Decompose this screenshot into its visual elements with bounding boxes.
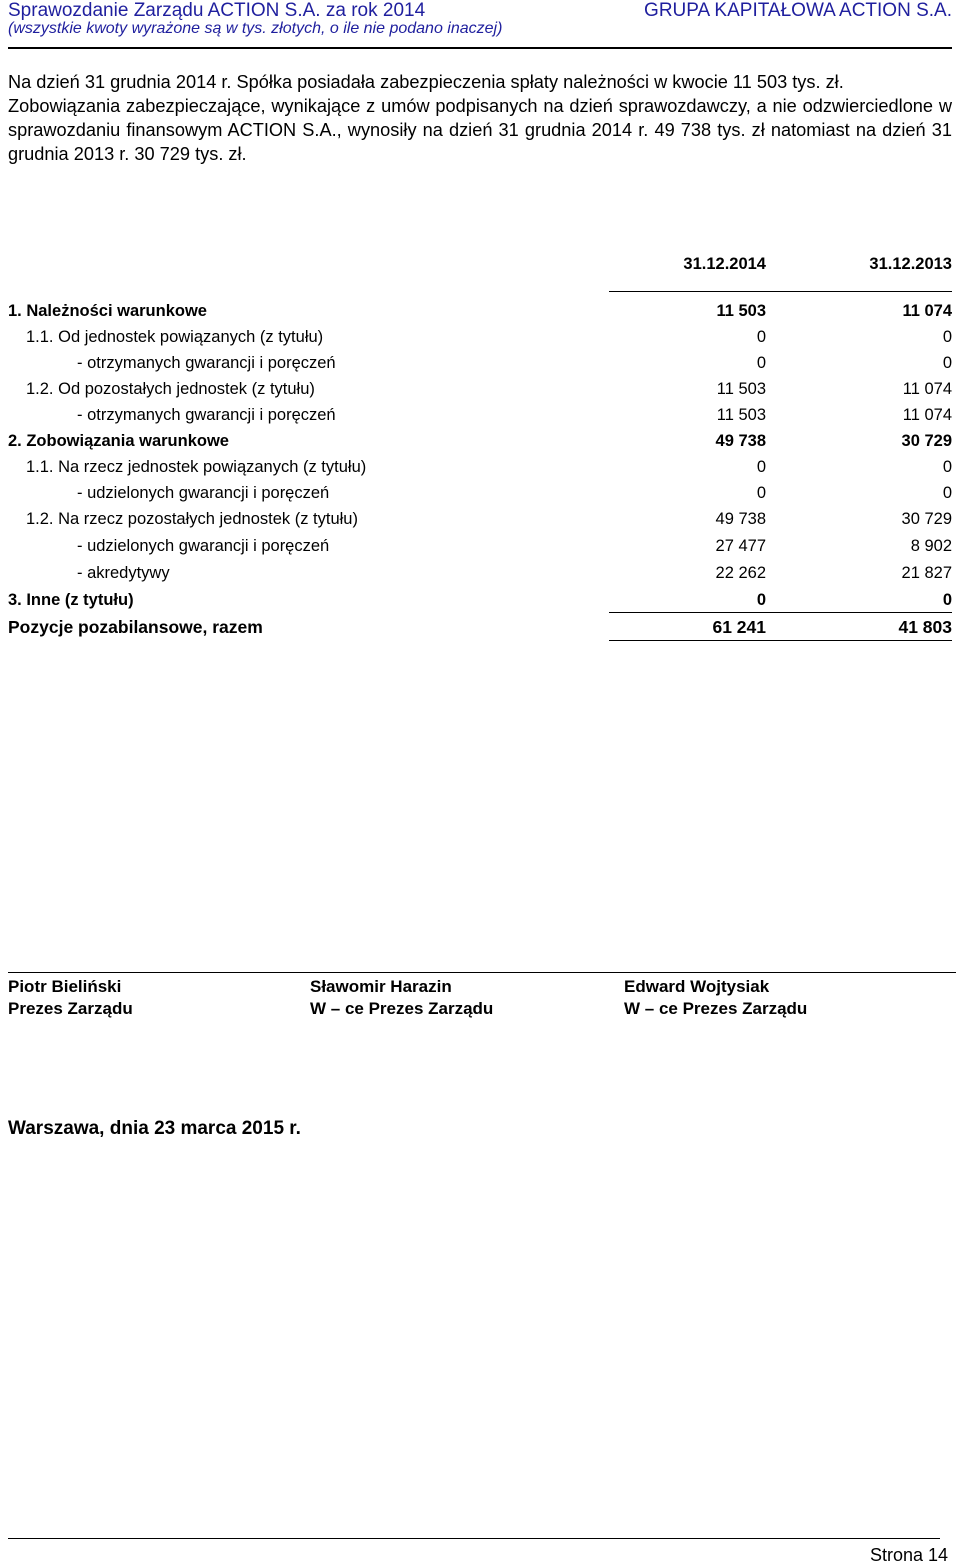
header-divider [8, 47, 952, 49]
value-2014: 0 [756, 458, 766, 476]
row-label: Pozycje pozabilansowe, razem [8, 617, 263, 637]
value-2013: 11 074 [902, 302, 952, 320]
table-row [8, 591, 952, 617]
table-row [8, 302, 952, 328]
value-2014: 0 [756, 484, 766, 502]
currency-note: (wszystkie kwoty wyrażone są w tys. złotych, o ile nie podano inaczej) [8, 20, 503, 37]
signatory-name: Edward Wojtysiak [624, 977, 770, 996]
row-label: - otrzymanych gwarancji i poręczeń [77, 406, 336, 424]
row-label: 1.2. Od pozostałych jednostek (z tytułu) [26, 380, 315, 398]
table-row [8, 537, 952, 563]
value-2013: 30 729 [901, 510, 952, 528]
value-2014: 11 503 [716, 380, 766, 398]
header-rule [609, 291, 952, 292]
intro-paragraph-1: Na dzień 31 grudnia 2014 r. Spółka posiadała zabezpieczenia spłaty należności w kwocie 11 503 tys. zł. [8, 72, 844, 92]
value-2013: 30 729 [901, 432, 952, 450]
row-label: - udzielonych gwarancji i poręczeń [77, 537, 330, 555]
table-row [8, 510, 952, 536]
table-row [8, 432, 952, 458]
value-2013: 8 902 [910, 537, 952, 555]
value-2013: 11 074 [902, 406, 952, 424]
value-2014: 0 [756, 354, 766, 372]
total-top-rule [609, 612, 952, 613]
column-header-2013: 31.12.2013 [869, 255, 952, 273]
row-label: - akredytywy [77, 564, 170, 582]
value-2014: 11 503 [716, 302, 766, 320]
value-2014: 0 [756, 591, 766, 609]
value-2014: 0 [756, 328, 766, 346]
group-title: GRUPA KAPITAŁOWA ACTION S.A. [644, 0, 952, 21]
value-2013: 0 [942, 328, 952, 346]
value-2014: 49 738 [715, 510, 766, 528]
row-label: - udzielonych gwarancji i poręczeń [77, 484, 330, 502]
row-label: - otrzymanych gwarancji i poręczeń [77, 354, 336, 372]
table-row [8, 458, 952, 484]
intro-text [8, 70, 952, 166]
intro-paragraph-2: Zobowiązania zabezpieczające, wynikające z umów podpisanych na dzień sprawozdawczy, a nie odzwierciedlone w sprawozdaniu finansowym ACTION S.A., wynosiły na dzień 31 grudnia 2014 r. 49 738 tys. zł natomiast na dzień 31 grudnia 2013 r. 30 729 tys. zł. [8, 96, 952, 164]
row-label: 1. Należności warunkowe [8, 302, 207, 320]
value-2014: 22 262 [715, 564, 766, 582]
signatory-role: W – ce Prezes Zarządu [310, 999, 494, 1018]
page-number: Strona 14 [869, 1545, 948, 1565]
table-row [8, 406, 952, 432]
signatory-name: Sławomir Harazin [310, 977, 452, 996]
value-2013: 0 [942, 591, 952, 609]
row-label: 2. Zobowiązania warunkowe [8, 432, 229, 450]
signature-block [8, 976, 133, 1020]
table-row [8, 564, 952, 590]
footer-divider [8, 1538, 940, 1539]
table-row [8, 484, 952, 510]
value-2014: 49 738 [715, 432, 766, 450]
place-and-date: Warszawa, dnia 23 marca 2015 r. [8, 1118, 301, 1139]
table-row [8, 380, 952, 406]
table-row [8, 354, 952, 380]
column-header-2014: 31.12.2014 [683, 255, 766, 273]
value-2013: 11 074 [902, 380, 952, 398]
signature-block [624, 976, 807, 1020]
row-label: 1.2. Na rzecz pozostałych jednostek (z tytułu) [26, 510, 358, 528]
value-2014: 61 241 [712, 617, 766, 637]
signature-block [310, 976, 493, 1020]
value-2014: 11 503 [716, 406, 766, 424]
signatory-role: Prezes Zarządu [8, 999, 133, 1018]
value-2014: 27 477 [715, 537, 766, 555]
total-bottom-rule [609, 640, 952, 641]
report-title: Sprawozdanie Zarządu ACTION S.A. za rok 2014 [8, 0, 426, 21]
table-row [8, 328, 952, 354]
value-2013: 0 [942, 458, 952, 476]
value-2013: 0 [942, 484, 952, 502]
row-label: 1.1. Na rzecz jednostek powiązanych (z tytułu) [26, 458, 367, 476]
row-label: 3. Inne (z tytułu) [8, 591, 134, 609]
row-label: 1.1. Od jednostek powiązanych (z tytułu) [26, 328, 324, 346]
signatory-name: Piotr Bieliński [8, 977, 122, 996]
signature-rule [8, 972, 956, 973]
signatory-role: W – ce Prezes Zarządu [624, 999, 808, 1018]
value-2013: 0 [942, 354, 952, 372]
value-2013: 21 827 [901, 564, 952, 582]
value-2013: 41 803 [898, 617, 952, 637]
